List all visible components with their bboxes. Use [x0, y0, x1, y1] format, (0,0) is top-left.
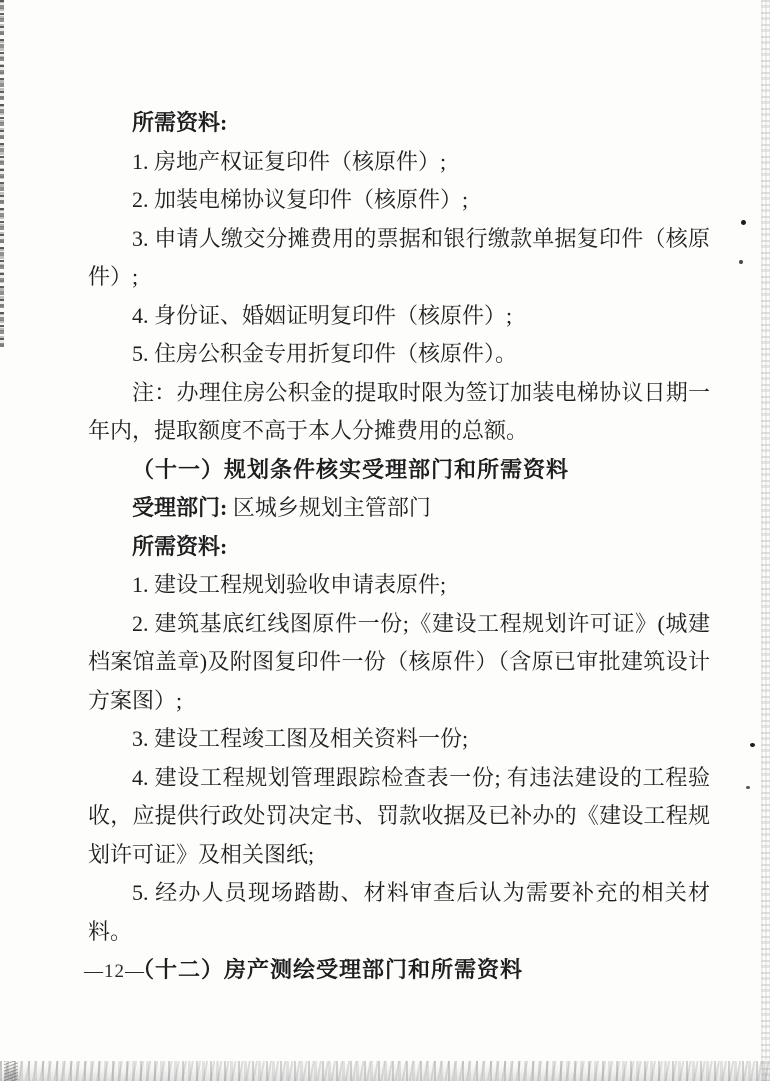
- paragraph: 受理部门: 区城乡规划主管部门: [132, 495, 431, 520]
- paragraph: 3. 申请人缴交分摊费用的票据和银行缴款单据复印件（核原件）;: [88, 225, 710, 289]
- field-label: 受理部门:: [132, 495, 233, 520]
- paragraph: 1. 建设工程规划验收申请表原件;: [132, 572, 447, 597]
- paragraph: 5. 经办人员现场踏勘、材料审查后认为需要补充的相关材料。: [88, 880, 710, 944]
- paragraph: 2. 建筑基底红线图原件一份;《建设工程规划许可证》(城建档案馆盖章)及附图复印件一份（核原件）（含原已审批建筑设计方案图）;: [88, 610, 710, 713]
- section-heading: （十一）规划条件核实受理部门和所需资料: [132, 456, 570, 482]
- paragraph: 所需资料:: [132, 110, 228, 135]
- paragraph: 3. 建设工程竣工图及相关资料一份;: [132, 726, 469, 751]
- paragraph: 4. 身份证、婚姻证明复印件（核原件）;: [132, 302, 513, 328]
- scan-ink-dot: [746, 786, 750, 789]
- page-number: —12—: [84, 961, 145, 982]
- document-body: [88, 104, 710, 990]
- scan-noise-bottom-edge: [0, 1061, 770, 1081]
- paragraph: 2. 加装电梯协议复印件（核原件）;: [132, 187, 469, 212]
- paragraph: 4. 建设工程规划管理跟踪检查表一份; 有违法建设的工程验收，应提供行政处罚决定书、罚款收据及已补办的《建设工程规划许可证》及相关图纸;: [88, 764, 710, 867]
- scan-noise-right-edge: [761, 0, 770, 1081]
- paragraph: 所需资料:: [132, 533, 228, 559]
- scan-noise-left-edge: [0, 0, 4, 347]
- scan-ink-dot: [739, 260, 743, 264]
- paragraph: 1. 房地产权证复印件（核原件）;: [132, 148, 447, 174]
- scan-ink-dot: [750, 743, 755, 747]
- scan-smudge-bottom-left: [4, 1061, 18, 1081]
- paragraph: 5. 住房公积金专用折复印件（核原件）。: [132, 341, 518, 366]
- scan-ink-dot: [741, 220, 746, 225]
- section-heading: （十二）房产测绘受理部门和所需资料: [132, 957, 524, 982]
- paragraph: 注：办理住房公积金的提取时限为签订加装电梯协议日期一年内，提取额度不高于本人分摊费用的总额。: [88, 379, 710, 443]
